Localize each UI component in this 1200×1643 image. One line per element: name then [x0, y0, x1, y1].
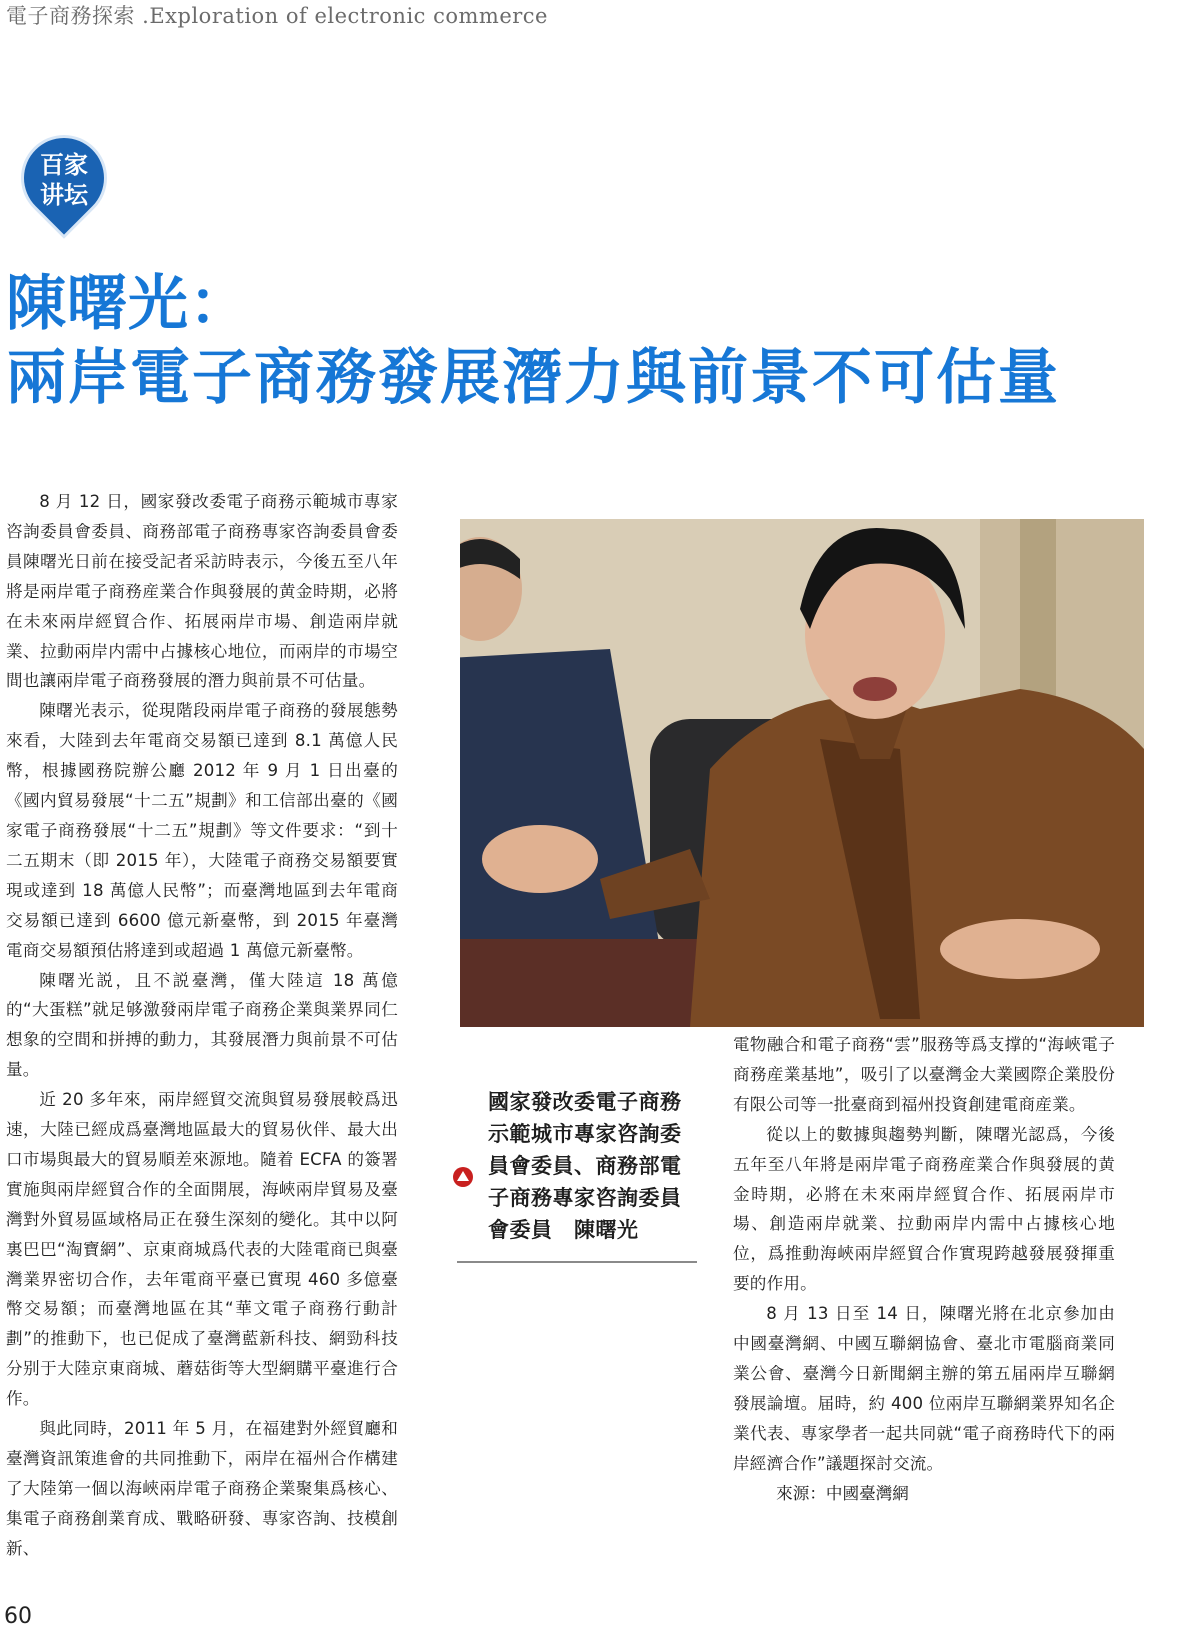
- headline-title: 兩岸電子商務發展潛力與前景不可估量: [6, 343, 1060, 413]
- caption-divider: [457, 1261, 697, 1263]
- speaker-photo-illustration: [460, 519, 1144, 1027]
- article-paragraph: 8 月 13 日至 14 日，陳曙光將在北京參加由中國臺灣網、中國互聯網協會、臺北市電腦商業同業公會、臺灣今日新聞網主辦的第五届兩岸互聯網發展論壇。届時，約 400 位兩岸互聯網業界知名企業代表、專家學者一起共同就“電子商務時代下的兩岸經濟合作”議題探討交流。: [733, 1304, 1115, 1473]
- page-number: 60: [4, 1604, 32, 1629]
- article-paragraph: 與此同時，2011 年 5 月，在福建對外經貿廳和臺灣資訊策進會的共同推動下，兩岸在福州合作構建了大陸第一個以海峽兩岸電子商務企業聚集爲核心、集電子商務創業育成、戰略研發、專家咨詢、技模創新、: [6, 1419, 398, 1558]
- article-photo: [460, 519, 1144, 1027]
- article-paragraph: 8 月 12 日，國家發改委電子商務示範城市專家咨詢委員會委員、商務部電子商務專家咨詢委員會委員陳曙光日前在接受記者采訪時表示，今後五至八年將是兩岸電子商務産業合作與發展的黄金時期，必將在未來兩岸經貿合作、拓展兩岸市場、創造兩岸就業、拉動兩岸内需中占據核心地位，而兩岸的市場空間也讓兩岸電子商務發展的潛力與前景不可估量。: [6, 492, 398, 691]
- running-header: 電子商務探索 .Exploration of electronic commerce: [6, 4, 548, 28]
- section-badge: [24, 150, 104, 210]
- photo-caption: 國家發改委電子商務示範城市專家咨詢委員會委員、商務部電子商務專家咨詢委員會委員 陳曙光: [488, 1090, 682, 1242]
- article-left-column: [6, 487, 398, 1564]
- article-source: 來源：中國臺灣網: [776, 1483, 909, 1503]
- article-paragraph: 陳曙光表示，從現階段兩岸電子商務的發展態勢來看，大陸到去年電商交易額已達到 8.1 萬億人民幣，根據國務院辦公廳 2012 年 9 月 1 日出臺的《國内貿易發展“十二五”規劃》和工信部出臺的《國家電子商務發展“十二五”規劃》等文件要求：“到十二五期末（即 2015 年），大陸電子商務交易額要實現或達到 18 萬億人民幣”；而臺灣地區到去年電商交易額已達到 6600 億元新臺幣，到 2015 年臺灣電商交易額預估將達到或超過 1 萬億元新臺幣。: [6, 701, 398, 960]
- article-paragraph: 近 20 多年來，兩岸經貿交流與貿易發展較爲迅速，大陸已經成爲臺灣地區最大的貿易伙伴、最大出口市場與最大的貿易順差來源地。隨着 ECFA 的簽署實施與兩岸經貿合作的全面開展，海峽兩岸貿易及臺灣對外貿易區域格局正在發生深刻的變化。其中以阿裏巴巴“淘寶網”、京東商城爲代表的大陸電商已與臺灣業界密切合作，去年電商平臺已實現 460 多億臺幣交易額；而臺灣地區在其“華文電子商務行動計劃”的推動下，也已促成了臺灣藍新科技、網勁科技分别于大陸京東商城、蘑菇街等大型網購平臺進行合作。: [6, 1090, 398, 1409]
- article-paragraph: 電物融合和電子商務“雲”服務等爲支撑的“海峽電子商務産業基地”，吸引了以臺灣金大業國際企業股份有限公司等一批臺商到福州投資創建電商産業。: [733, 1035, 1115, 1114]
- section-badge-line1: 百家: [40, 151, 88, 179]
- headline-person: 陳曙光：: [6, 269, 250, 339]
- article-right-column: [733, 1030, 1115, 1509]
- section-badge-line2: 讲坛: [40, 181, 88, 209]
- article-paragraph: 從以上的數據與趨勢判斷，陳曙光認爲，今後五年至八年將是兩岸電子商務産業合作與發展的黄金時期，必將在未來兩岸經貿合作、拓展兩岸市場、創造兩岸就業、拉動兩岸内需中占據核心地位，爲推動海峽兩岸經貿合作實現跨越發展發揮重要的作用。: [733, 1124, 1115, 1294]
- article-paragraph: 陳曙光説，且不説臺灣，僅大陸這 18 萬億的“大蛋糕”就足够激發兩岸電子商務企業與業界同仁想象的空間和拼搏的動力，其發展潛力與前景不可估量。: [6, 970, 398, 1080]
- caption-triangle-icon: [452, 1166, 474, 1192]
